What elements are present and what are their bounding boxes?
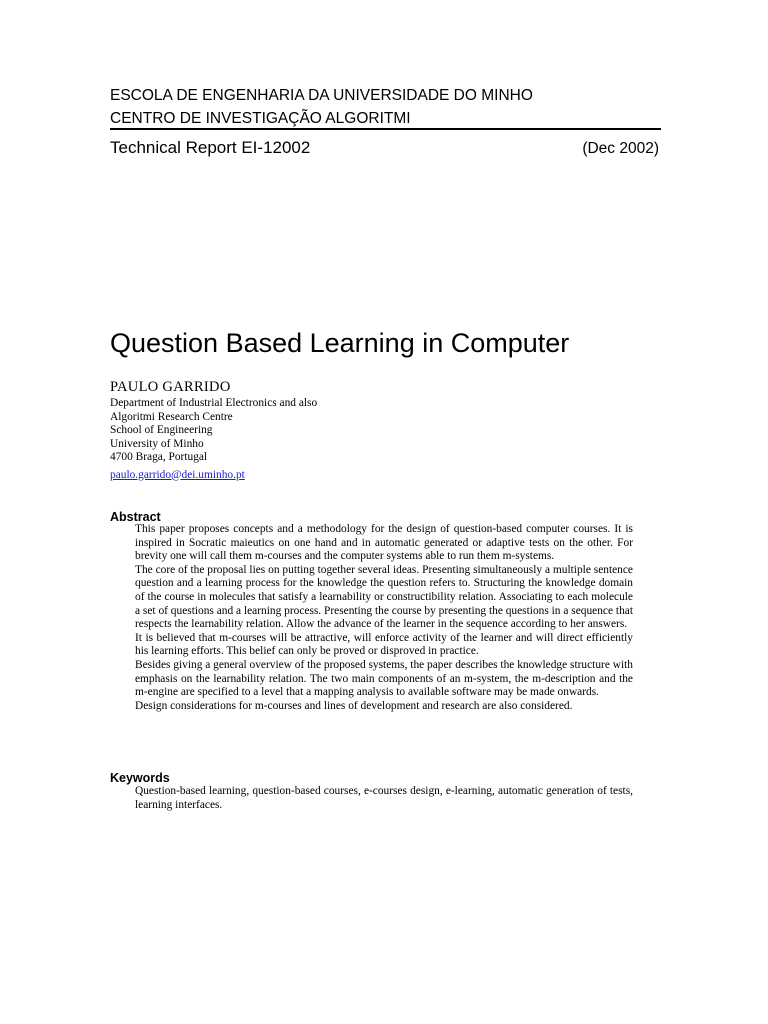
abstract-paragraph: The core of the proposal lies on putting together several ideas. Presenting simultaneously a multiple sentence question and a learning process for the knowledge the question refers to. Structuring the knowledge domain of the course in molecules that satisfy a learnability or constructibility relation. Associating to each molecule a set of questions and a learning process. Presenting the course by presenting the questions in a sequence that respects the learnability relation. Allow the advance of the learner in the sequence according to her answers.	[135, 563, 633, 631]
abstract-paragraph: It is believed that m-courses will be attractive, will enforce activity of the learner and will direct efficiently his learning efforts. This belief can only be proved or disproved in practice.	[135, 631, 633, 658]
institution-school: ESCOLA DE ENGENHARIA DA UNIVERSIDADE DO MINHO	[110, 87, 533, 104]
keywords-heading: Keywords	[110, 771, 170, 785]
affiliation-line: 4700 Braga, Portugal	[110, 451, 208, 463]
abstract-heading: Abstract	[110, 510, 161, 524]
author-name: PAULO GARRIDO	[110, 379, 231, 395]
abstract-paragraph: Design considerations for m-courses and lines of development and research are also considered.	[135, 699, 573, 712]
affiliation-line: Algoritmi Research Centre	[110, 410, 233, 423]
header-rule	[110, 128, 661, 130]
author-block	[110, 378, 510, 483]
affiliation-line: School of Engineering	[110, 424, 213, 436]
abstract-paragraph: This paper proposes concepts and a methodology for the design of question-based computer courses. It is inspired in Socratic maieutics on one hand and in automatic generated or adaptive tests on the other. For brevity one will call them m-courses and the computer systems able to run them m-systems.	[135, 523, 633, 563]
report-id: Technical Report EI-12002	[110, 138, 311, 157]
report-date: (Dec 2002)	[582, 140, 659, 157]
affiliation-line: Department of Industrial Electronics and also	[110, 397, 318, 409]
keywords-body: Question-based learning, question-based courses, e-courses design, e-learning, automatic generation of tests, learning interfaces.	[135, 785, 633, 811]
institution-header	[110, 84, 661, 130]
institution-centre: CENTRO DE INVESTIGAÇÃO ALGORITMI	[110, 110, 411, 127]
abstract-paragraph: Besides giving a general overview of the proposed systems, the paper describes the knowledge structure with emphasis on the learnability relation. The two main components of an m-system, the m-description and the m-engine are specified to a level that a mapping analysis to available software may be made onwards.	[135, 658, 633, 699]
paper-title: Question Based Learning in Computer	[110, 328, 570, 358]
report-info	[110, 137, 659, 159]
abstract-body	[135, 523, 633, 713]
author-email-link[interactable]: paulo.garrido@dei.uminho.pt	[110, 468, 245, 481]
affiliation-line: University of Minho	[110, 437, 204, 450]
author-affiliation	[110, 397, 510, 465]
